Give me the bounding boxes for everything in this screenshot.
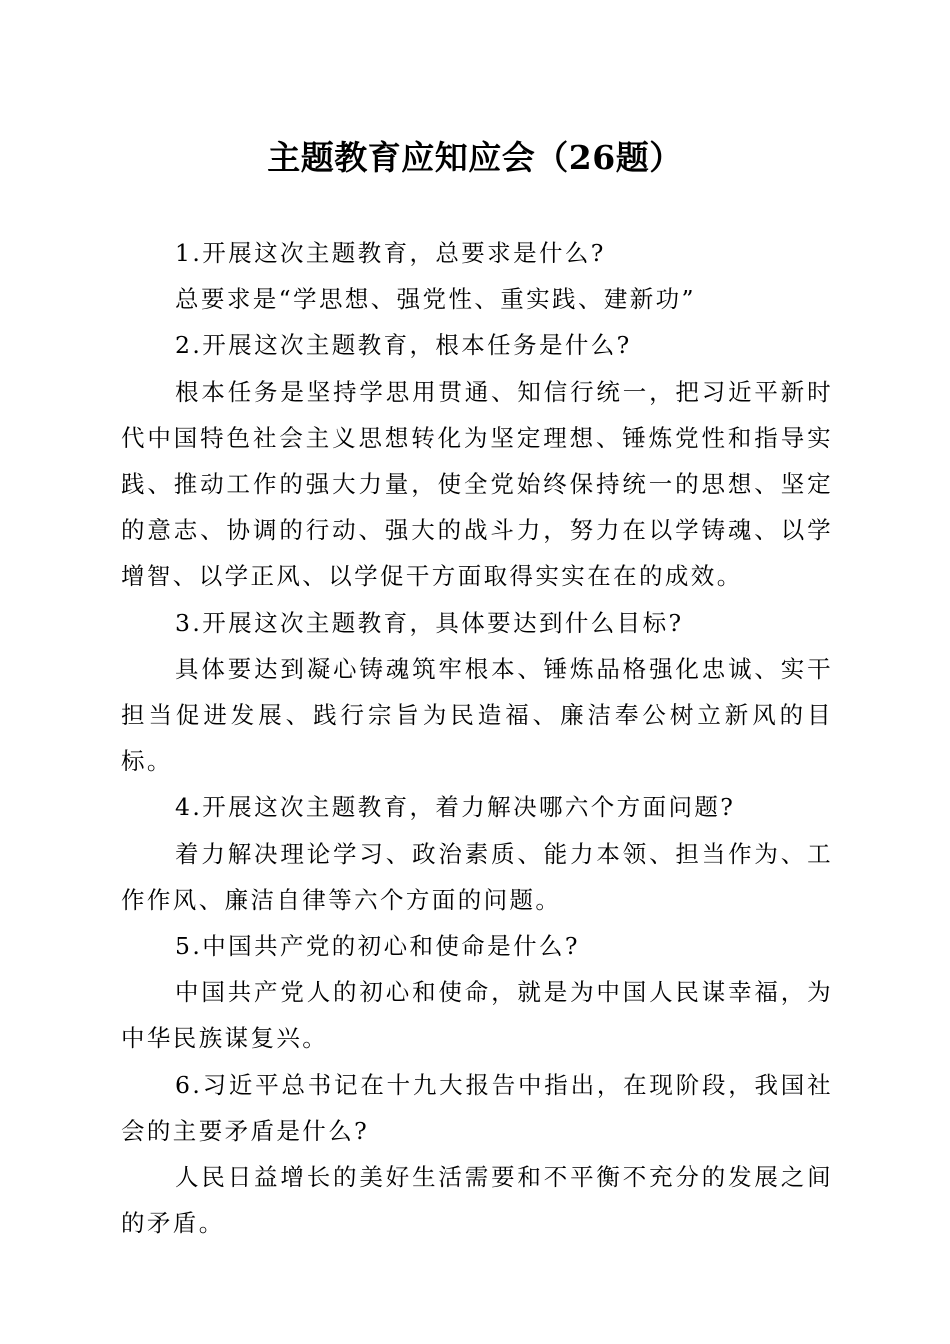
document-body (121, 230, 833, 1246)
document-title: 主题教育应知应会（26题） (267, 138, 683, 177)
question-3: 3.开展这次主题教育，具体要达到什么目标? (175, 608, 684, 637)
question-2: 2.开展这次主题教育，根本任务是什么? (175, 331, 632, 360)
answer-1: 总要求是“学思想、强党性、重实践、建新功” (175, 285, 696, 314)
answer-3: 具体要达到凝心铸魂筑牢根本、锤炼品格强化忠诚、实干担当促进发展、践行宗旨为民造福、廉洁奉公树立新风的目标。 (121, 654, 833, 776)
answer-5: 中国共产党人的初心和使命，就是为中国人民谋幸福，为中华民族谋复兴。 (121, 978, 833, 1053)
question-4: 4.开展这次主题教育，着力解决哪六个方面问题? (175, 793, 736, 822)
question-5: 5.中国共产党的初心和使命是什么? (175, 932, 580, 961)
question-6: 6.习近平总书记在十九大报告中指出，在现阶段，我国社会的主要矛盾是什么? (121, 1070, 833, 1145)
answer-6: 人民日益增长的美好生活需要和不平衡不充分的发展之间的矛盾。 (121, 1163, 833, 1238)
answer-2: 根本任务是坚持学思用贯通、知信行统一，把习近平新时代中国特色社会主义思想转化为坚定理想、锤炼党性和指导实践、推动工作的强大力量，使全党始终保持统一的思想、坚定的意志、协调的行动、强大的战斗力，努力在以学铸魂、以学增智、以学正风、以学促干方面取得实实在在的成效。 (121, 377, 833, 591)
question-1: 1.开展这次主题教育，总要求是什么? (175, 239, 606, 267)
answer-4: 着力解决理论学习、政治素质、能力本领、担当作为、工作作风、廉洁自律等六个方面的问题。 (121, 839, 833, 914)
